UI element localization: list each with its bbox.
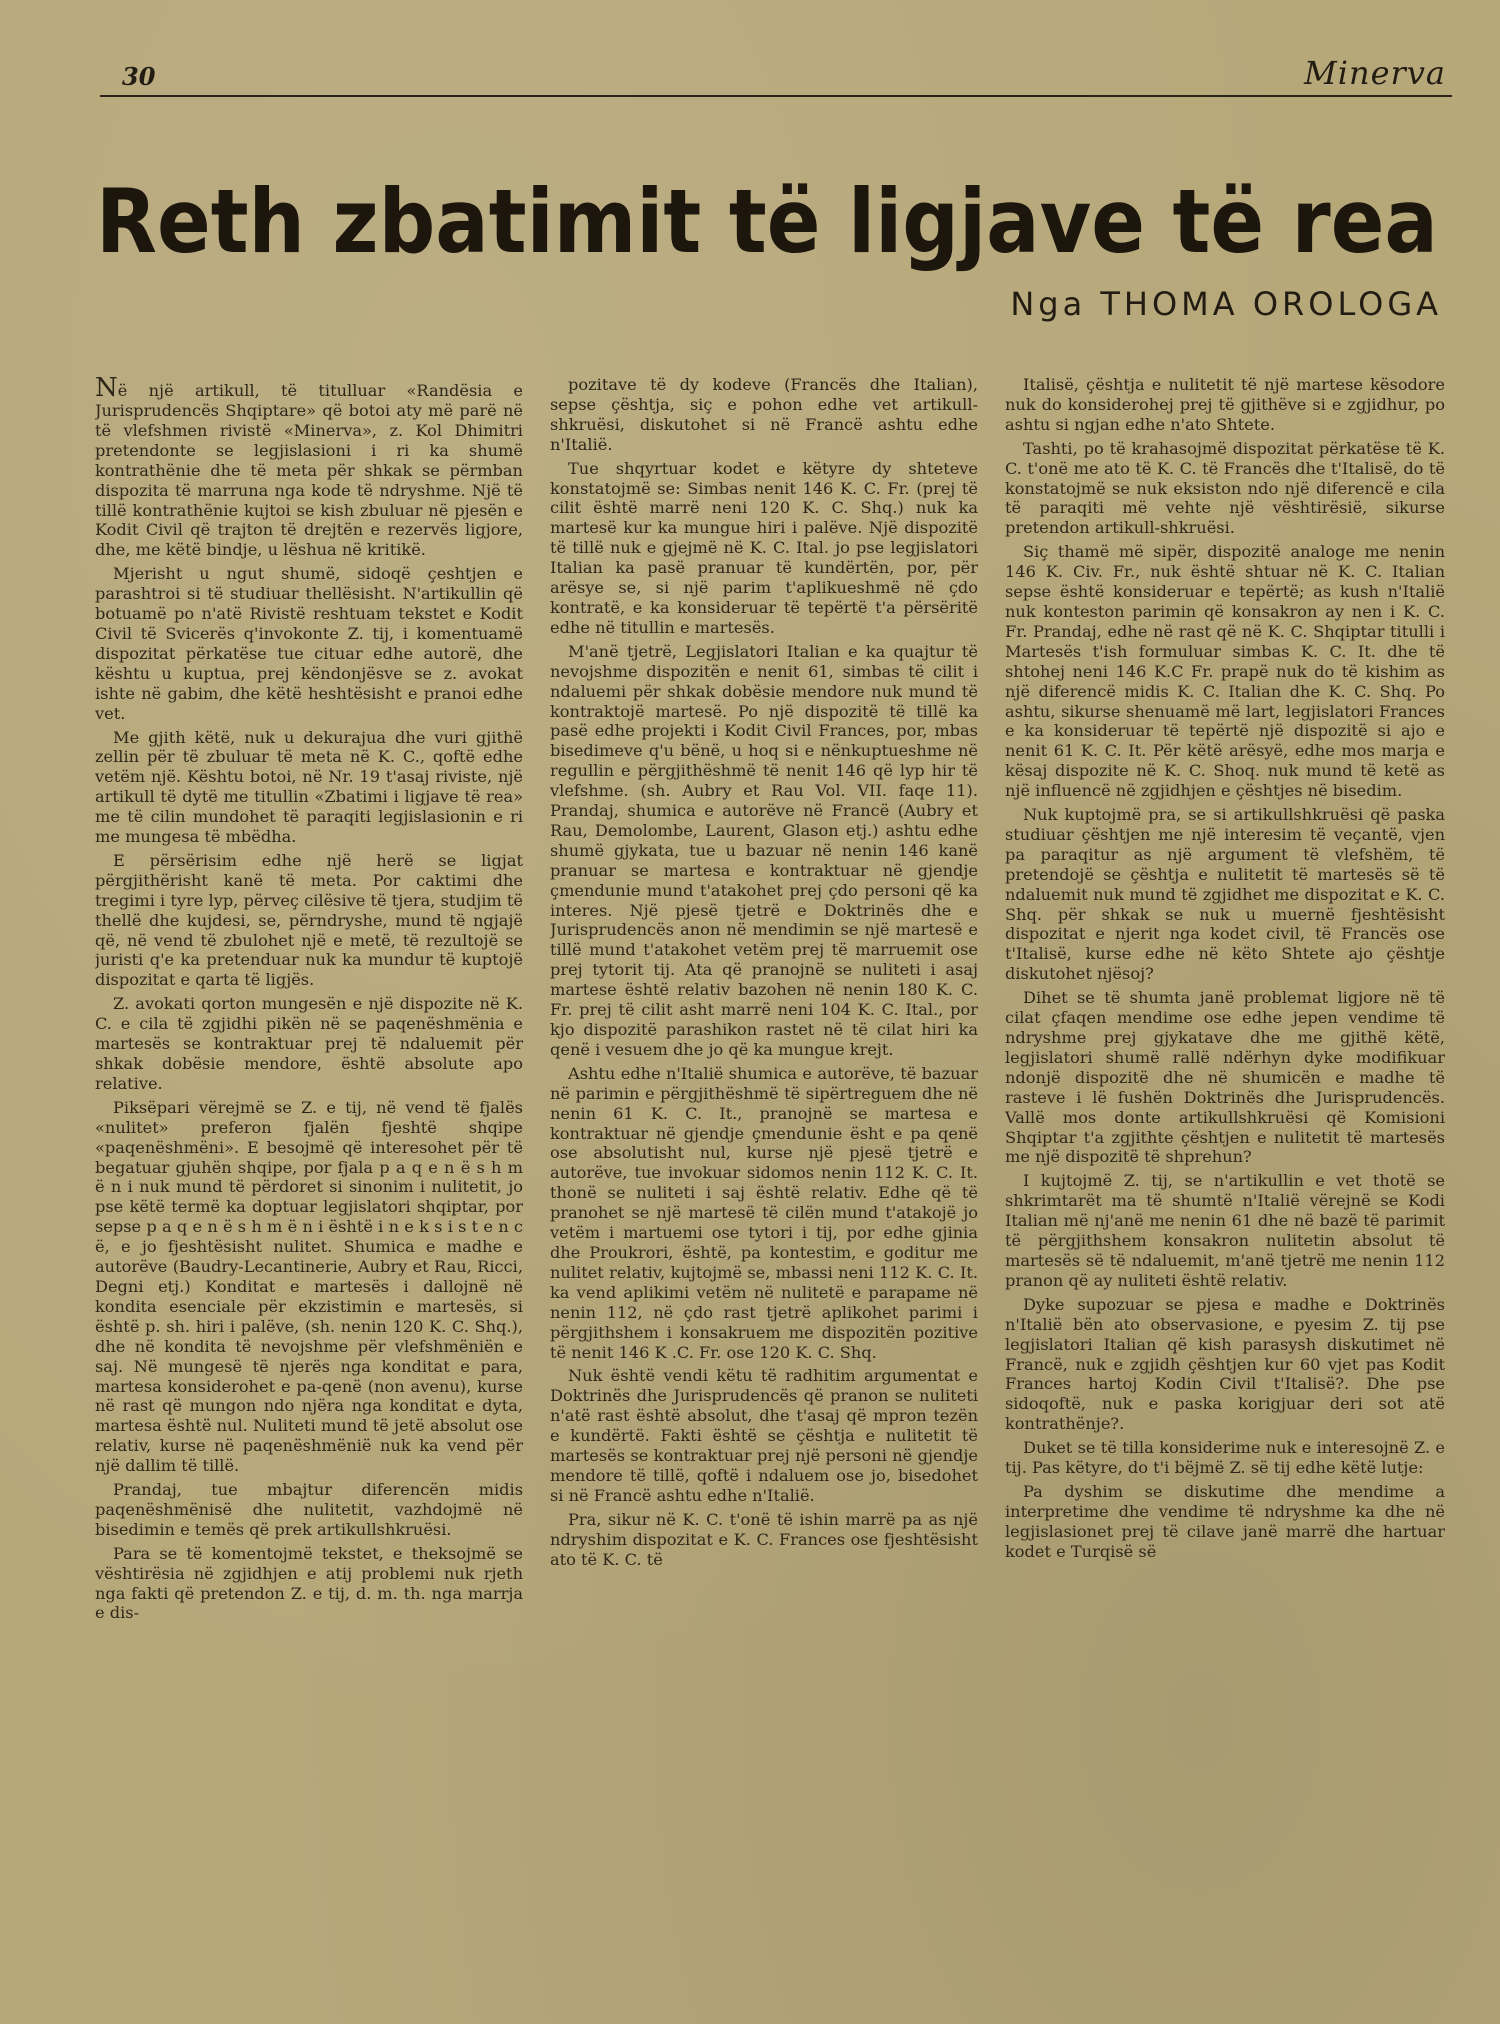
article-paragraph: Pra, sikur në K. C. t'onë të ishin marrë pa as një ndryshim dispozitat e K. C. Frances ose fjeshtësisht ato të K. C. të <box>550 1509 978 1569</box>
article-paragraph: M'anë tjetrë, Legjislatori Italian e ka quajtur të nevojshme dispozitën e nenit 61, simbas të cilit i ndaluemi për shkak dobësie mendore nuk mund të kontraktojë martesë. Po një dispozitë të tillë ka pasë edhe projekti i Kodit Civil Frances, por, mbas bisedimeve q'u bënë, u hoq si e nënkuptueshme në regullin e përgjithëshmë të nenit 146 që lyp hir të vlefshme. (sh. Aubry et Rau Vol. VII. faqe 11). Prandaj, shumica e autorëve në Francë (Aubry et Rau, Demolombe, Laurent, Glason etj.) ashtu edhe shumë gjykata, tue u bazuar në nenin 146 kanë pranuar se martesa e kontraktuar në gjendje çmendunie mund t'atakohet prej çdo personi që ka interes. Një pjesë tjetrë e Doktrinës dhe e Jurisprudencës anon në mendimin se një martesë e tillë mund t'atakohet vetëm prej të marruemit ose prej tytorit tij. Ata që pranojnë se nuliteti i asaj martese është relativ bazohen në nenin 180 K. C. Fr. prej të cilit asht marrë neni 104 K. C. Ital., por kjo dispozitë parashikon rastet në të cilat hiri ka qenë i vesuem dhe jo që ka mungue krejt. <box>550 641 978 1059</box>
magazine-name: Minerva <box>1304 54 1446 92</box>
article-paragraph: Mjerisht u ngut shumë, sidoqë çeshtjen e parashtroi si të studiuar thellësisht. N'artikullin që botuamë po n'atë Rivistë reshtuam tekstet e Kodit Civil të Svicerës q'invokonte Z. tij, i komentuamë dispozitat përkatëse tue cituar edhe autorë, dhe kështu u kuptua, prej këndonjësve se z. avokat ishte në gabim, dhe këtë heshtësisht e pranoi edhe vet. <box>95 564 523 723</box>
paragraph-text: ë një artikull, të titulluar «Randësia e Jurisprudencës Shqiptare» që botoi aty më parë në të vlefshmen rivistë «Minerva», z. Kol Dhimitri pretendonte se legjislasioni i ri ka shumë kontrathënie dhe të meta për shkak se përmban dispozita të marruna nga kode të ndryshme. Një të tillë kontrathënie kujtoi se kish zbuluar në pjesën e Kodit Civil që trajton të drejtën e rezervës ligjore, dhe, me këtë bindje, u lëshua në kritikë. <box>95 381 523 560</box>
article-paragraph: Tashti, po të krahasojmë dispozitat përkatëse të K. C. t'onë me ato të K. C. të Francës dhe t'Italisë, do të konstatojmë se nuk eksiston ndo një diferencë e cila të paraqiti më vehte një vështirësië, sikurse pretendon artikull-shkruësi. <box>1005 438 1445 538</box>
page-number: 30 <box>122 62 156 91</box>
article-paragraph: Italisë, çështja e nulitetit të një martese kësodore nuk do konsiderohej prej të gjithëve si e zgjidhur, po ashtu si ngjan edhe n'ato Shtete. <box>1005 375 1445 434</box>
article-paragraph: Siç thamë më sipër, dispozitë analoge me nenin 146 K. Civ. Fr., nuk është shtuar në K. C. Italian sepse është konsideruar e tepërtë; as kush n'Italië nuk konteston parimin që konsakron ay nen i K. C. Fr. Prandaj, edhe në rast që në K. C. Shqiptar titulli i Martesës t'ish formuluar simbas K. C. It. dhe të shtohej neni 146 K.C Fr. prapë nuk do të kishim as një diferencë midis K. C. Italian dhe K. C. Shq. Po ashtu, sikurse shenuamë më lart, legjislatori Frances e ka konsideruar të tepërtë një dispozitë si ajo e nenit 61 K. C. It. Për këtë arësyë, edhe mos marja e kësaj dispozite në K. C. Shoq. nuk mund të ketë as një influencë në zgjidhjen e çështjes në bisedim. <box>1005 542 1445 801</box>
article-paragraph: Para se të komentojmë tekstet, e theksojmë se vështirësia në zgjidhjen e atij problemi nuk rjeth nga fakti që pretendon Z. e tij, d. m. th. nga marrja e dis- <box>95 1543 523 1623</box>
article-paragraph: Duket se të tilla konsiderime nuk e interesojnë Z. e tij. Pas këtyre, do t'i bëjmë Z. së tij edhe këtë lutje: <box>1005 1438 1445 1478</box>
article-column-2 <box>550 375 978 2005</box>
article-paragraph: pozitave të dy kodeve (Francës dhe Italian), sepse çështja, siç e pohon edhe vet artikull-shkruësi, diskutohet si në Francë ashtu edhe n'Italië. <box>550 375 978 454</box>
article-paragraph: Prandaj, tue mbajtur diferencën midis paqenëshmënisë dhe nulitetit, vazhdojmë në bisedimin e temës që prek artikullshkruësi. <box>95 1480 523 1539</box>
article-paragraph: Dyke supozuar se pjesa e madhe e Doktrinës n'Italië bën ato observasione, e pyesim Z. tij pse legjislatori Italian që kish parasysh diskutimet në Francë, nuk e zgjidh çështjen kur 60 vjet pas Kodit Frances hartoj Kodin Civil t'Italisë?. Dhe pse sidoqoftë, nuk e paska korigjuar deri sot atë kontrathënje?. <box>1005 1294 1445 1434</box>
article-column-1 <box>95 375 523 2005</box>
article-paragraph: Ashtu edhe n'Italië shumica e autorëve, të bazuar në parimin e përgjithëshmë të sipërtreguem dhe në nenin 61 K. C. It., pranojnë se martesa e kontraktuar në gjendje çmendunie ësht e pa qenë ose absolutisht nul, kurse një pjesë tjetrë e autorëve, tue invokuar sidomos nenin 112 K. C. It. thonë se nuliteti i saj është relativ. Edhe që të pranohet se një martesë të cilën mund t'atakojë jo vetëm i martuemi ose tytori i tij, por edhe gjinia dhe Proukrori, është, pa kontestim, e goditur me nulitet relativ, kujtojmë se, mbassi neni 112 K. C. It. ka vend aplikimi vetëm në nulitetë e parapame në nenin 112, në çdo rast tjetrë aplikohet parimi i përgjithshem i konsakruem me dispozitën pozitive të nenit 146 K .C. Fr. ose 120 K. C. Shq. <box>550 1063 978 1362</box>
article-column-3 <box>1005 375 1445 2005</box>
article-paragraph: Me gjith këtë, nuk u dekurajua dhe vuri gjithë zellin për të zbuluar të meta në K. C., qoftë edhe vetëm një. Kështu botoi, në Nr. 19 t'asaj riviste, një artikull të dytë me titullin «Zbatimi i ligjave të rea» me të cilin mundohet të paraqiti legjislasionin e ri me mungesa të mbëdha. <box>95 727 523 847</box>
article-paragraph: Z. avokati qorton mungesën e një dispozite në K. C. e cila të zgjidhi pikën në se paqenëshmënia e martesës se kontraktuar prej të ndaluemit për shkak dobësie mendore, është absolute apo relative. <box>95 994 523 1093</box>
article-paragraph: Nuk kuptojmë pra, se si artikullshkruësi që paska studiuar çështjen me një interesim të veçantë, vjen pa paraqitur as një argument të vlefshëm, të pretendojë se çështja e nulitetit të martesës së të ndaluemit nuk mund të zgjidhet me dispozitat e K. C. Shq. për shkak se nuk u muernë fjeshtësisht dispozitat e njerit nga kodet civil, të Francës ose t'Italisë, kurse edhe në këto Shtete ajo çështje diskutohet njësoj? <box>1005 805 1445 984</box>
drop-cap: N <box>95 375 118 403</box>
article-paragraph: Dihet se të shumta janë problemat ligjore në të cilat çfaqen mendime ose edhe jepen vendime të ndryshme prej gjykatave dhe me gjithë këtë, legjislatori shumë rallë ndërhyn dyke modifikuar ndonjë dispozitë dhe në shumicën e madhe të rasteve i lë fushën Doktrinës dhe Jurisprudencës. Vallë mos donte artikullshkruësi që Komisioni Shqiptar t'a zgjithte çështjen e nulitetit të martesës me një dispozitë të shprehun? <box>1005 988 1445 1167</box>
article-paragraph: E përsërisim edhe një herë se ligjat përgjithërisht kanë të meta. Por caktimi dhe tregimi i tyre lyp, përveç cilësive të tjera, studjim të thellë dhe kujdesi, se, përndryshe, mund të ngjajë që, në vend të zbulohet një e metë, të rezultojë se juristi q'e ka pretenduar nuk ka mundur të kuptojë dispozitat e qarta të ligjës. <box>95 850 523 990</box>
article-title: Reth zbatimit të ligjave të rea <box>96 170 1438 273</box>
article-byline: Nga THOMA OROLOGA <box>1010 285 1442 323</box>
article-paragraph: I kujtojmë Z. tij, se n'artikullin e vet thotë se shkrimtarët ma të shumtë n'Italië vërejnë se Kodi Italian më nj'anë me nenin 61 dhe në bazë të parimit të përgjithshem konsakron nulitetin absolut të martesës së të ndaluemit, m'anë tjetrë me nenin 112 pranon që ay nuliteti është relativ. <box>1005 1171 1445 1290</box>
article-paragraph: Pa dyshim se diskutime dhe mendime a interpretime dhe vendime të ndryshme ka dhe në legjislasionet prej të cilave janë marrë dhe hartuar kodet e Turqisë së <box>1005 1481 1445 1561</box>
article-paragraph <box>95 375 523 560</box>
article-body <box>95 375 1457 2005</box>
article-paragraph: Nuk është vendi këtu të radhitim argumentat e Doktrinës dhe Jurisprudencës që pranon se nuliteti n'atë rast është absolut, dhe t'asaj që mpron tezën e kundërtë. Fakti është se çështja e nulitetit të martesës se kontraktuar prej një personi në gjendje mendore të tillë, qoftë i ndaluem ose jo, bisedohet si në Francë ashtu edhe n'Italië. <box>550 1366 978 1505</box>
header-rule <box>100 95 1452 97</box>
article-paragraph: Piksëpari vërejmë se Z. e tij, në vend të fjalës «nulitet» preferon fjalën fjeshtë shqipe «paqenëshmëni». E besojmë që interesohet për të begatuar gjuhën shqipe, por fjala p a q e n ë s h m ë n i nuk mund të përdoret si sinonim i nulitetit, jo pse këtë termë ka doptuar legjislatori shqiptar, por sepse p a q e n ë s h m ë n i është i n e k s i s t e n c ë, e jo fjeshtësisht nulitet. Shumica e madhe e autorëve (Baudry-Lecantinerie, Aubry et Rau, Ricci, Degni etj.) Konditat e martesës i dallojnë në kondita esenciale për ekzistimin e martesës, si është p. sh. hiri i palëve, (sh. nenin 120 K. C. Shq.), dhe në kondita të nevojshme për vlefshmëniën e saj. Në mungesë të njerës nga konditat e para, martesa konsiderohet e pa-qenë (non avenu), kurse në rast që mungon ndo njëra nga konditat e dyta, martesa është nul. Nuliteti mund të jetë absolut ose relativ, kurse në paqenëshmënië nuk ka vend për një dallim të tillë. <box>95 1097 523 1476</box>
article-paragraph: Tue shqyrtuar kodet e këtyre dy shteteve konstatojmë se: Simbas nenit 146 K. C. Fr. (prej të cilit është marrë neni 120 K. C. Shq.) nuk ka martesë kur ka mungue hiri i palëve. Një dispozitë të tillë nuk e gjejmë në K. C. Ital. jo pse legjislatori Italian ka pasë pranuar të kundërtën, por, për arësye se, si një parim t'aplikueshmë në çdo kontratë, e ka konsideruar të tepërtë t'a përsëritë edhe në titullin e martesës. <box>550 458 978 637</box>
